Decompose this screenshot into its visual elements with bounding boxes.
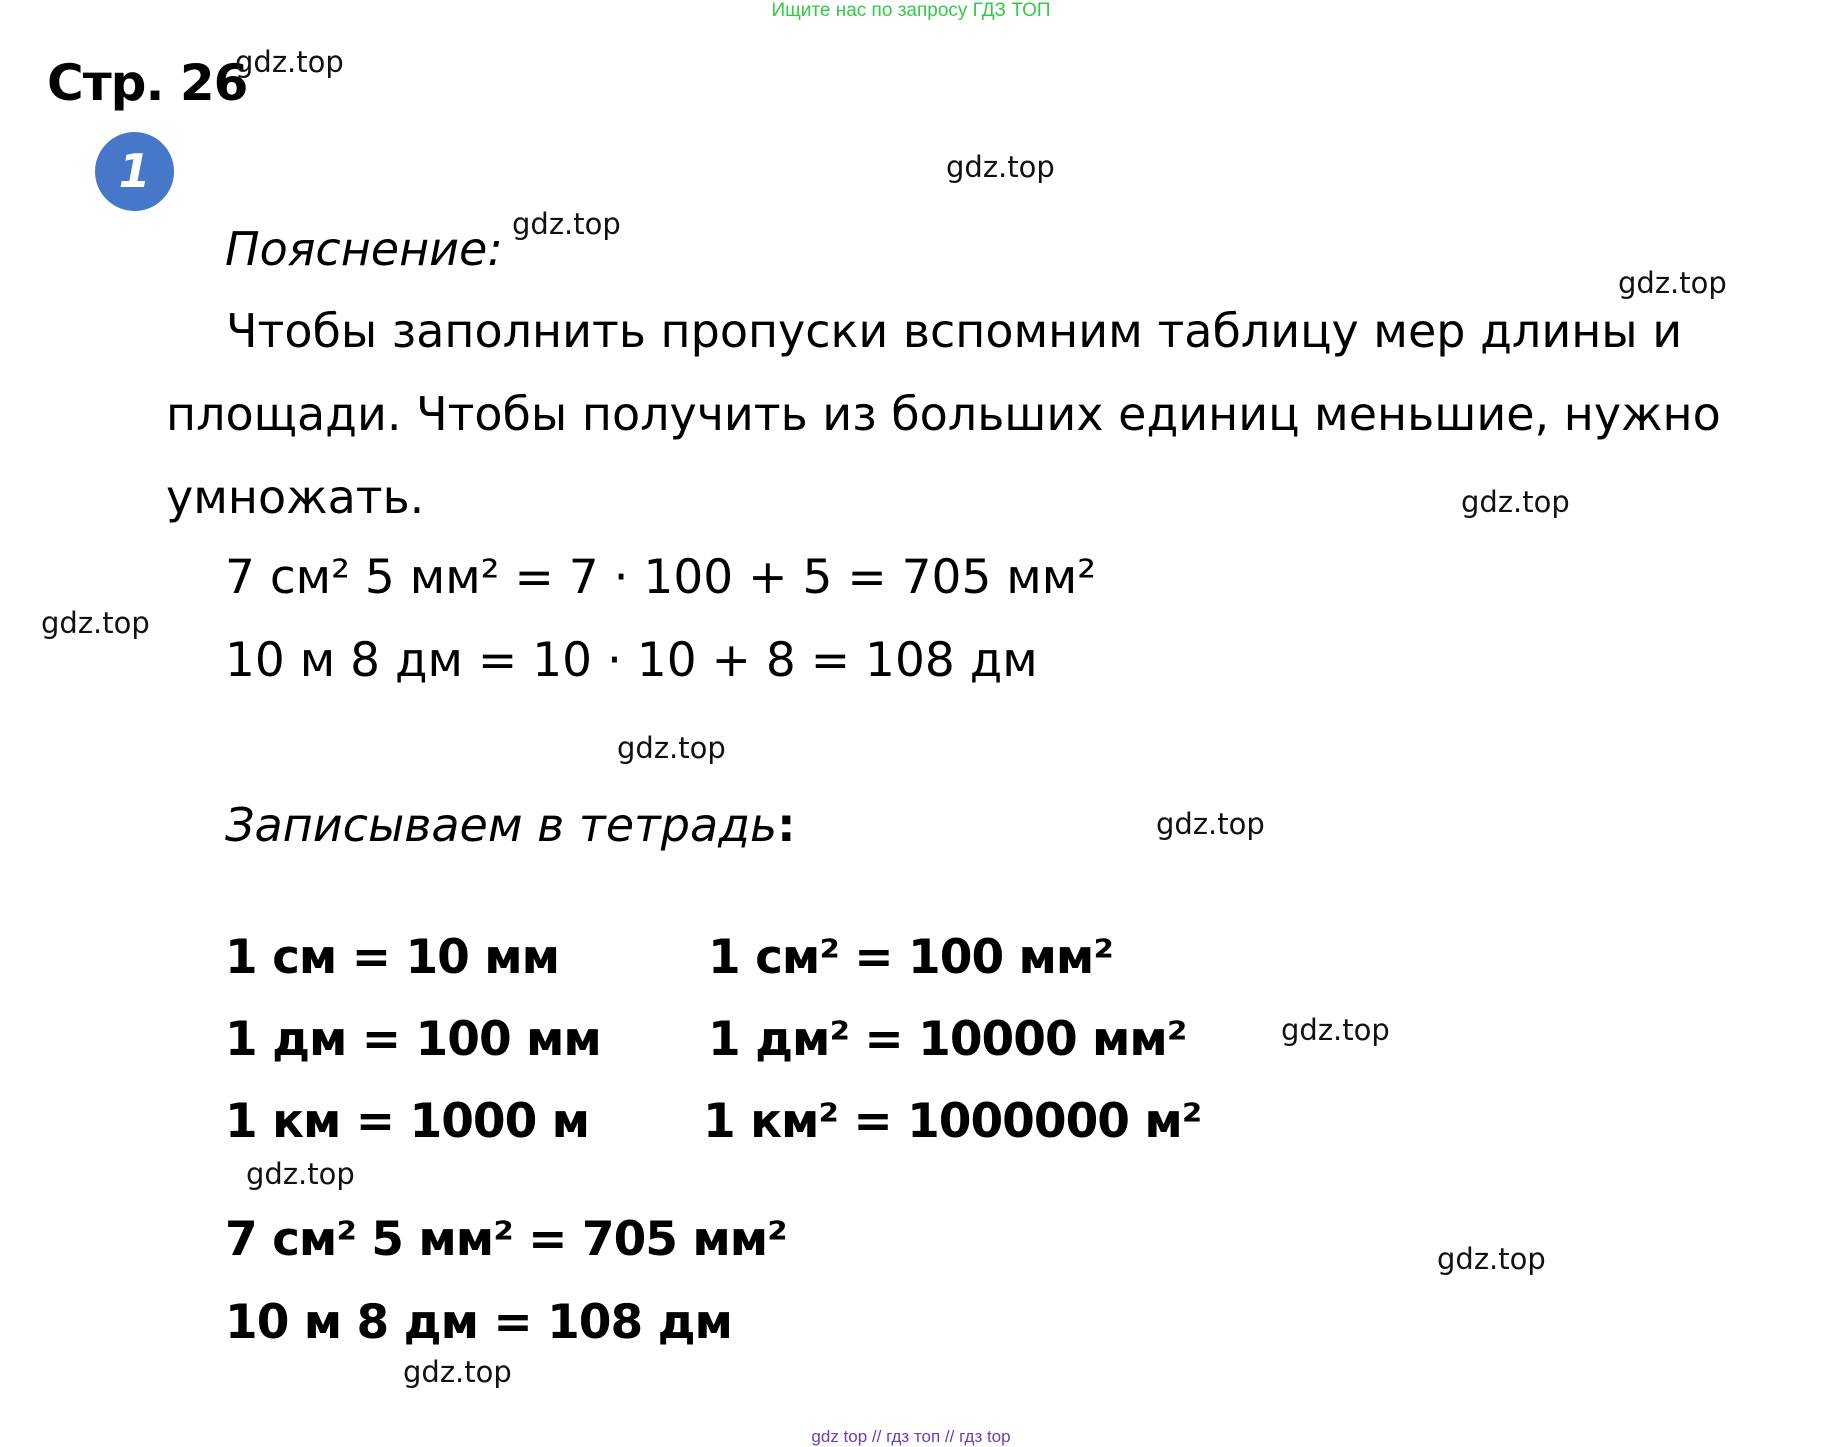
calc-line: 10 м 8 дм = 10 · 10 + 8 = 108 дм (225, 633, 1038, 688)
notebook-heading-colon: : (777, 798, 796, 852)
calc-line: 7 см² 5 мм² = 7 · 100 + 5 = 705 мм² (225, 550, 1097, 605)
explanation-line: умножать. (166, 470, 425, 524)
explanation-heading: Пояснение: (225, 222, 503, 276)
watermark: gdz.top (1618, 266, 1727, 300)
page-title: Стр. 26 (47, 54, 248, 112)
answer-line: 10 м 8 дм = 108 дм (225, 1295, 732, 1350)
watermark: gdz.top (1437, 1242, 1546, 1276)
notebook-heading-row (225, 798, 796, 852)
area-unit-row: 1 км² = 1000000 м² (703, 1094, 1202, 1149)
watermark: gdz.top (235, 45, 344, 79)
watermark: gdz.top (617, 731, 726, 765)
watermark: gdz.top (41, 606, 150, 640)
watermark: gdz.top (1461, 485, 1570, 519)
answer-line: 7 см² 5 мм² = 705 мм² (225, 1212, 787, 1267)
explanation-line: площади. Чтобы получить из больших единиц меньшие, нужно (166, 387, 1721, 441)
watermark: gdz.top (512, 207, 621, 241)
watermark: gdz.top (1281, 1013, 1390, 1047)
task-number-badge: 1 (95, 132, 174, 211)
area-unit-row: 1 см² = 100 мм² (708, 930, 1113, 985)
watermark: gdz.top (946, 150, 1055, 184)
length-unit-row: 1 км = 1000 м (225, 1094, 590, 1149)
length-unit-row: 1 см = 10 мм (225, 930, 560, 985)
watermark: gdz.top (403, 1355, 512, 1389)
explanation-paragraph (166, 290, 1766, 539)
footer-links: gdz top // гдз топ // гдз top (811, 1427, 1011, 1446)
notebook-heading: Записываем в тетрадь (225, 798, 778, 852)
watermark: gdz.top (246, 1157, 355, 1191)
area-unit-row: 1 дм² = 10000 мм² (708, 1012, 1187, 1067)
explanation-line: Чтобы заполнить пропуски вспомним таблицу мер длины и (226, 304, 1683, 358)
length-unit-row: 1 дм = 100 мм (225, 1012, 601, 1067)
watermark: gdz.top (1156, 807, 1265, 841)
top-banner: Ищите нас по запросу ГДЗ ТОП (771, 0, 1051, 21)
